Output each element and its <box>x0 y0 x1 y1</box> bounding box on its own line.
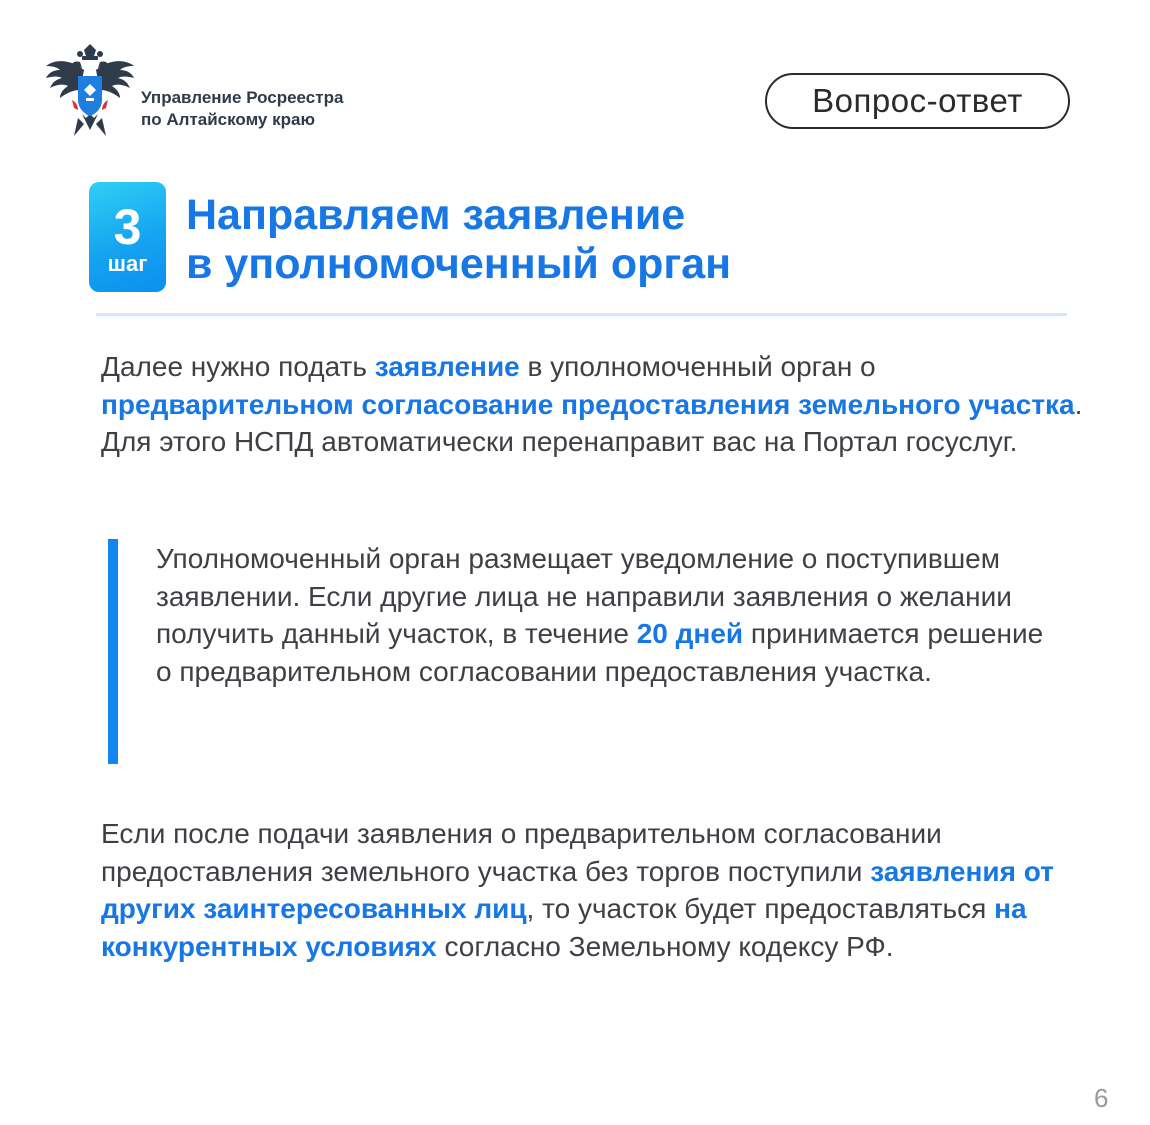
page-title-line1: Направляем заявление <box>186 191 686 239</box>
intro-paragraph <box>101 348 1086 461</box>
intro-text-1: Далее нужно подать <box>101 351 375 382</box>
page-title <box>186 191 731 289</box>
intro-highlight-approval: предварительном согласование предоставления земельного участка <box>101 388 1075 420</box>
intro-text-3: . Для этого НСПД автоматически перенаправит вас на Портал госуслуг. <box>101 388 1083 457</box>
closing-highlight-competitive: на конкурентных условиях <box>101 893 1027 962</box>
quote-text-1: Уполномоченный орган размещает уведомление о поступившем заявлении. Если другие лица не направили заявления о желании получить данный участок, в течение <box>156 543 1012 649</box>
page-title-line2: в уполномоченный орган <box>186 240 732 288</box>
quote-bar <box>108 539 118 764</box>
quote-text-2: принимается решение о предварительном согласовании предоставления участка. <box>156 618 1044 687</box>
quote-highlight-days: 20 дней <box>636 618 744 649</box>
organization-name <box>141 87 343 131</box>
closing-text-2: , то участок будет предоставляться <box>526 893 995 924</box>
qa-badge: Вопрос-ответ <box>765 73 1070 129</box>
page-number: 6 <box>1094 1083 1109 1113</box>
intro-highlight-application: заявление <box>374 351 520 382</box>
closing-text-1: Если после подачи заявления о предварительном согласовании предоставления земельного участка без торгов поступили <box>101 818 942 887</box>
org-name-line2: по Алтайскому краю <box>141 110 315 129</box>
title-divider <box>96 313 1067 316</box>
closing-highlight-other-applicants: заявления от других заинтересованных лиц <box>101 855 1054 924</box>
step-number: 3 <box>113 199 142 255</box>
org-name-line1: Управление Росреестра <box>141 88 344 107</box>
step-badge <box>89 182 166 292</box>
rosreestr-emblem-icon <box>44 44 136 140</box>
closing-paragraph <box>101 815 1086 965</box>
quote-paragraph <box>156 540 1056 690</box>
intro-text-2: в уполномоченный орган о <box>519 351 876 382</box>
step-word: шаг <box>107 251 148 276</box>
closing-text-3: согласно Земельному кодексу РФ. <box>436 930 894 962</box>
